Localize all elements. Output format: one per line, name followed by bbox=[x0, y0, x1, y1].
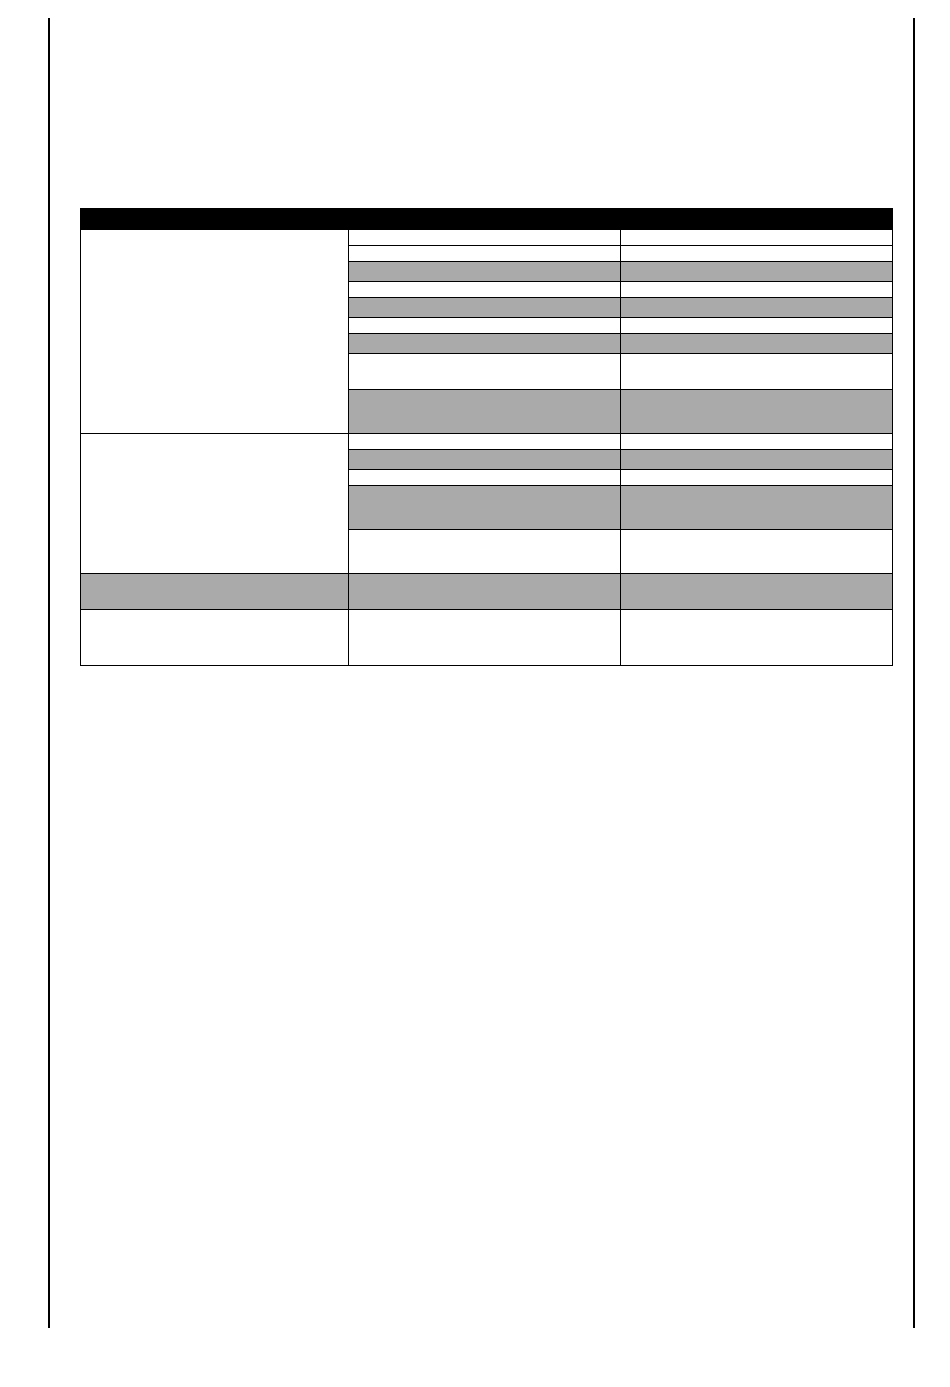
column-header-1 bbox=[81, 209, 349, 230]
table-cell bbox=[621, 530, 893, 574]
group-label-2 bbox=[81, 434, 349, 574]
table-cell bbox=[349, 470, 621, 486]
table-cell bbox=[349, 530, 621, 574]
table-cell bbox=[349, 230, 621, 246]
left-margin-rule bbox=[48, 18, 50, 1328]
table-cell bbox=[621, 574, 893, 610]
table-row bbox=[81, 230, 893, 246]
column-header-2 bbox=[349, 209, 621, 230]
table-cell bbox=[349, 262, 621, 282]
table-cell bbox=[349, 318, 621, 334]
table-cell bbox=[621, 334, 893, 354]
table-header-row bbox=[81, 209, 893, 230]
table-cell bbox=[349, 298, 621, 318]
table-cell bbox=[349, 434, 621, 450]
table-cell bbox=[349, 282, 621, 298]
table-header bbox=[81, 209, 893, 230]
table-cell bbox=[349, 334, 621, 354]
table-row bbox=[81, 574, 893, 610]
table-cell bbox=[349, 450, 621, 470]
table-cell bbox=[621, 470, 893, 486]
table-cell bbox=[349, 390, 621, 434]
table-row bbox=[81, 610, 893, 666]
table-cell bbox=[621, 610, 893, 666]
specification-table bbox=[80, 208, 893, 666]
column-header-3 bbox=[621, 209, 893, 230]
table-cell bbox=[621, 298, 893, 318]
table-cell bbox=[621, 246, 893, 262]
table-cell bbox=[349, 574, 621, 610]
table-cell bbox=[621, 486, 893, 530]
table-cell bbox=[621, 318, 893, 334]
table-cell bbox=[81, 610, 349, 666]
table-cell bbox=[349, 246, 621, 262]
table-cell bbox=[621, 390, 893, 434]
specification-table-wrapper bbox=[80, 208, 892, 666]
table-cell bbox=[621, 282, 893, 298]
table-cell bbox=[621, 450, 893, 470]
group-label-1 bbox=[81, 230, 349, 434]
table-cell bbox=[621, 434, 893, 450]
table-cell bbox=[621, 230, 893, 246]
right-margin-rule bbox=[913, 18, 915, 1328]
table-cell bbox=[349, 486, 621, 530]
table-cell bbox=[349, 354, 621, 390]
table-body bbox=[81, 230, 893, 666]
table-cell bbox=[621, 262, 893, 282]
table-row bbox=[81, 434, 893, 450]
table-cell bbox=[81, 574, 349, 610]
table-cell bbox=[621, 354, 893, 390]
table-cell bbox=[349, 610, 621, 666]
